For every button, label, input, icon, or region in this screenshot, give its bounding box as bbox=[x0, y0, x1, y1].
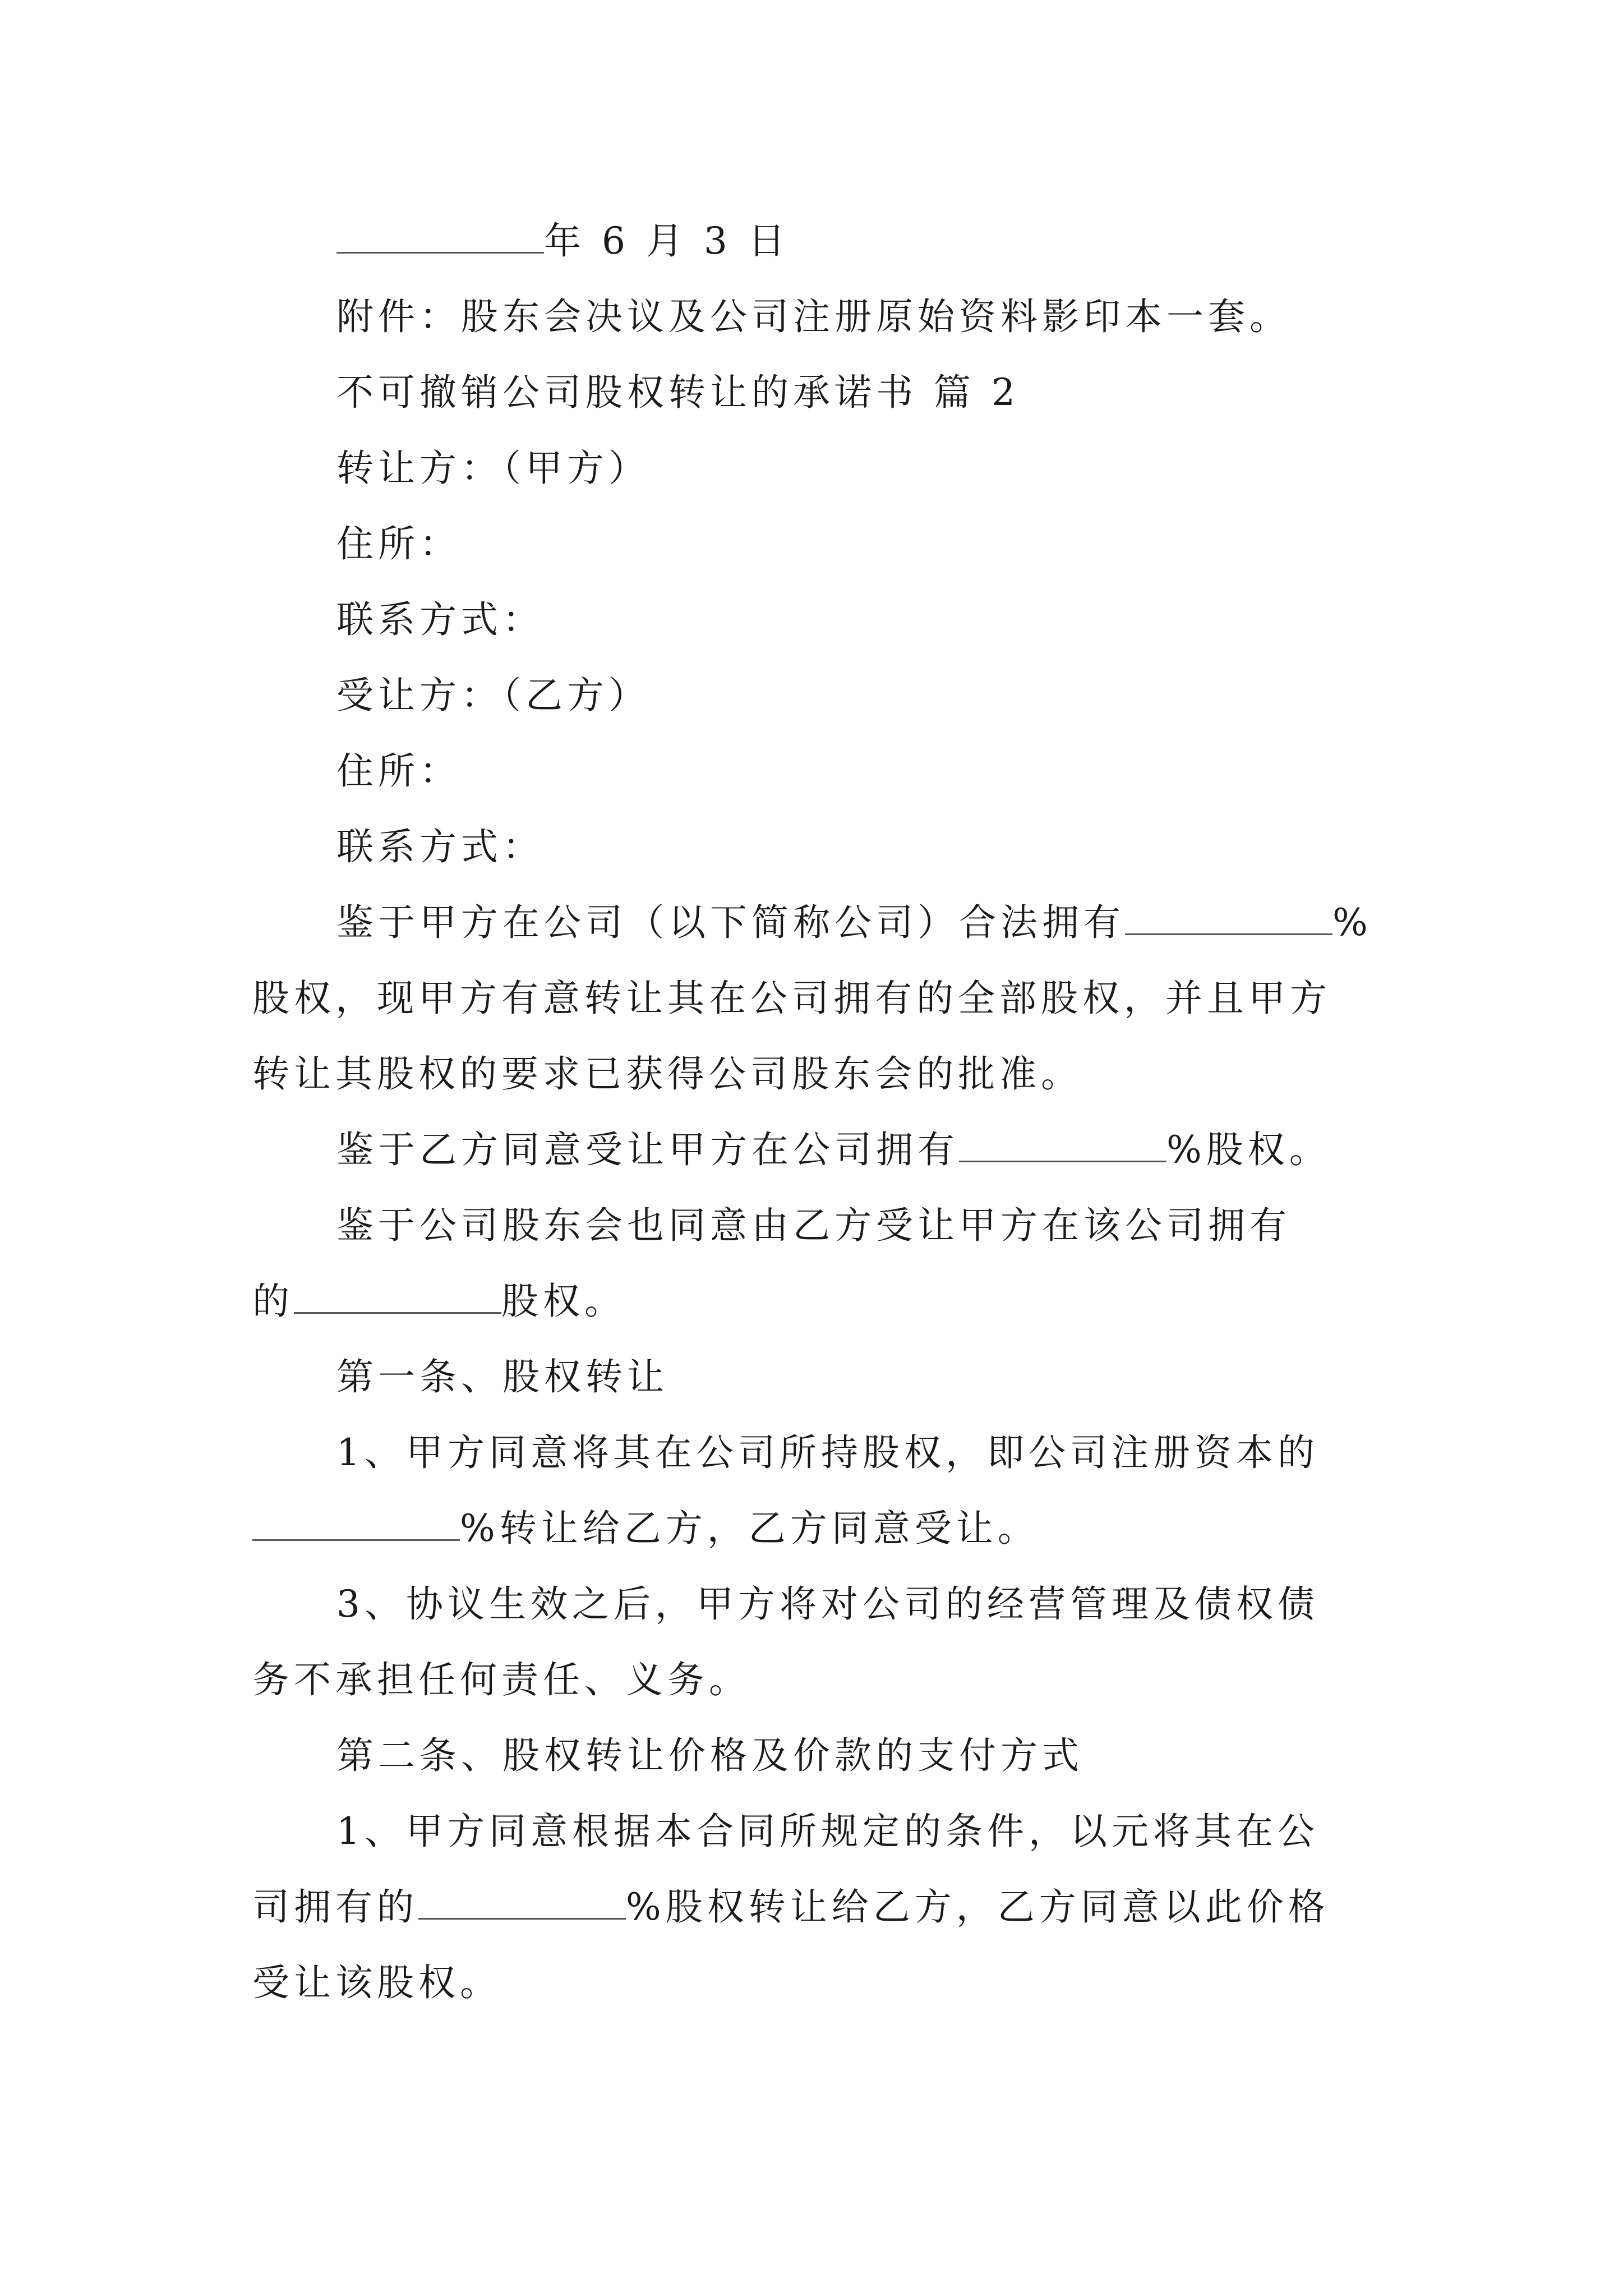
article-2-clause-1-line-1: 1、甲方同意根据本合同所规定的条件，以元将其在公 bbox=[336, 1810, 1319, 1853]
percent-blank bbox=[1125, 900, 1332, 935]
recital-3-line-1: 鉴于公司股东会也同意由乙方受让甲方在该公司拥有 bbox=[336, 1204, 1291, 1247]
recital-2-suffix: %股权。 bbox=[1166, 1128, 1331, 1171]
article-1-clause-1-line-1: 1、甲方同意将其在公司所持股权，即公司注册资本的 bbox=[336, 1431, 1319, 1474]
percent-blank bbox=[252, 1506, 460, 1541]
date-line bbox=[336, 216, 1385, 266]
year-blank bbox=[336, 218, 544, 254]
recital-1-text: 鉴于甲方在公司（以下简称公司）合法拥有 bbox=[336, 901, 1125, 944]
recital-3-suffix: 股权。 bbox=[501, 1280, 626, 1323]
recital-1-line-2: 股权，现甲方有意转让其在公司拥有的全部股权，并且甲方 bbox=[252, 977, 1331, 1020]
percent-sign: % bbox=[1332, 901, 1372, 944]
transferee-contact-label: 联系方式： bbox=[336, 825, 544, 868]
share-blank bbox=[294, 1278, 501, 1314]
article-2-clause-1-line-3: 受让该股权。 bbox=[252, 1961, 501, 2004]
article-1-heading: 第一条、股权转让 bbox=[336, 1355, 668, 1398]
recital-3-prefix: 的 bbox=[252, 1280, 294, 1323]
section-heading: 不可撤销公司股权转让的承诺书 篇 2 bbox=[336, 371, 1020, 414]
article-1-clause-1-line-2 bbox=[252, 1503, 1385, 1554]
article-2-clause-1-line-2 bbox=[252, 1882, 1385, 1932]
date-text: 年 6 月 3 日 bbox=[544, 219, 790, 263]
transferor-contact-label: 联系方式： bbox=[336, 598, 544, 641]
recital-3-line-2 bbox=[252, 1276, 1385, 1327]
percent-blank bbox=[959, 1127, 1166, 1162]
clause-1-suffix: %转让给乙方，乙方同意受让。 bbox=[460, 1507, 1039, 1550]
recital-1-line-1 bbox=[336, 898, 1385, 948]
percent-blank bbox=[418, 1884, 626, 1920]
attachment-line: 附件：股东会决议及公司注册原始资料影印本一套。 bbox=[336, 295, 1291, 338]
article-1-clause-3-line-2: 务不承担任何责任、义务。 bbox=[252, 1658, 750, 1701]
recital-2-text: 鉴于乙方同意受让甲方在公司拥有 bbox=[336, 1128, 959, 1171]
transferee-label: 受让方：（乙方） bbox=[336, 674, 650, 717]
clause-2-suffix: %股权转让给乙方，乙方同意以此价格 bbox=[626, 1885, 1330, 1929]
recital-1-line-3: 转让其股权的要求已获得公司股东会的批准。 bbox=[252, 1052, 1082, 1096]
transferor-label: 转让方：（甲方） bbox=[336, 447, 650, 490]
article-1-clause-3-line-1: 3、协议生效之后，甲方将对公司的经营管理及债权债 bbox=[336, 1582, 1319, 1626]
transferee-address-label: 住所： bbox=[336, 749, 461, 793]
recital-2 bbox=[336, 1125, 1385, 1175]
article-2-heading: 第二条、股权转让价格及价款的支付方式 bbox=[336, 1734, 1083, 1777]
clause-2-prefix: 司拥有的 bbox=[252, 1885, 418, 1929]
transferor-address-label: 住所： bbox=[336, 522, 461, 565]
